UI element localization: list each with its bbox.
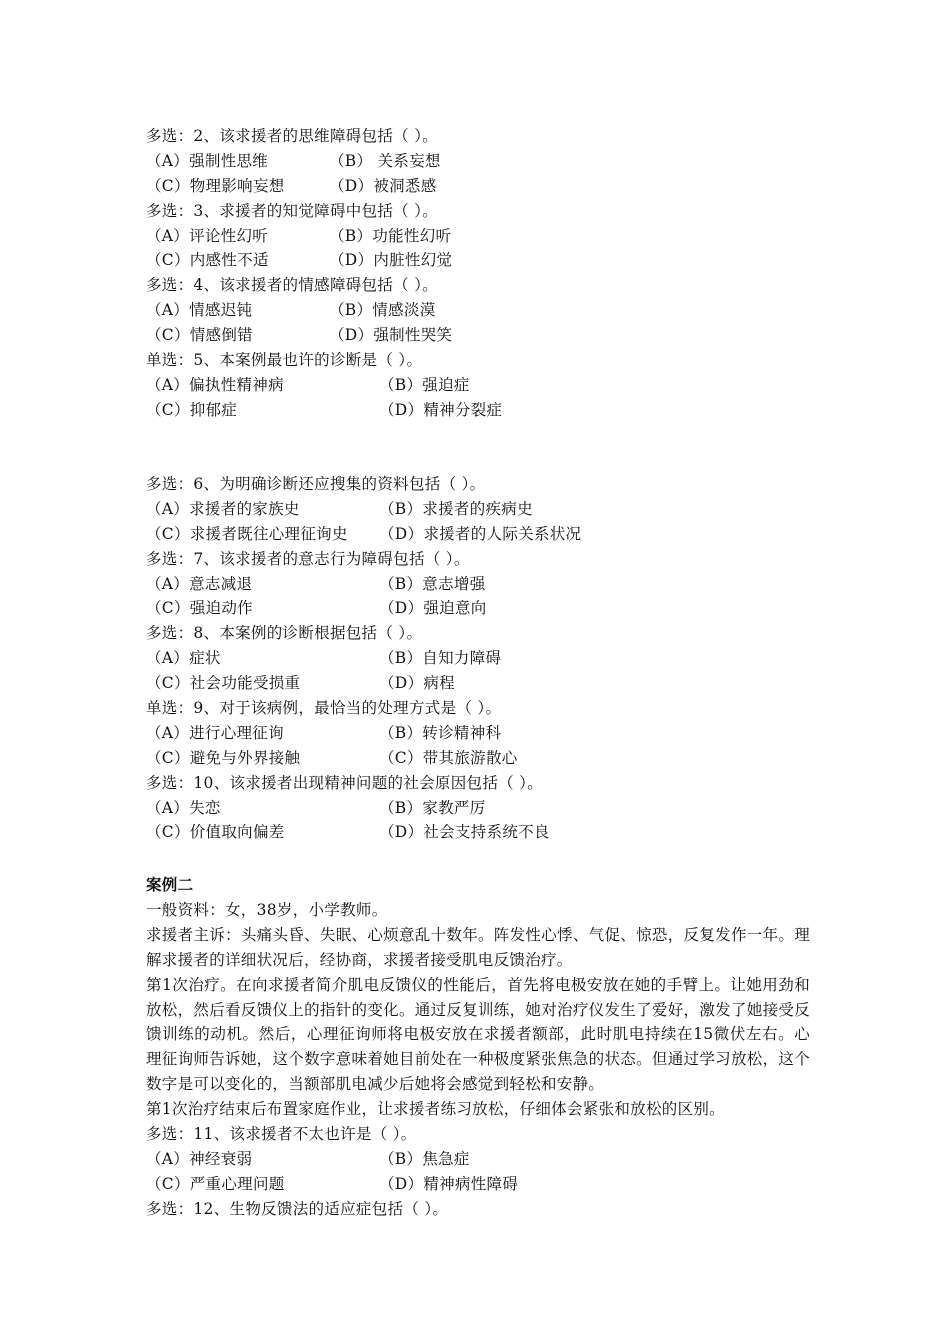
option-d: （D）求援者的人际关系状况 [379, 524, 582, 543]
question-2: 多选：2、该求援者的思维障碍包括（ ）。 [146, 127, 439, 145]
option-a: （A）情感迟钝 [146, 301, 253, 320]
options-row [146, 224, 826, 249]
question-5: 单选：5、本案例最也许的诊断是（ ）。 [146, 351, 423, 370]
option-c: （C）避免与外界接触 [146, 748, 301, 767]
option-c: （C）价值取向偏差 [146, 823, 285, 842]
option-d: （D）内脏性幻觉 [329, 251, 453, 270]
option-b: （B）强迫症 [379, 375, 470, 394]
options-row [146, 572, 826, 597]
option-a: （A）意志减退 [146, 574, 253, 593]
option-b: （B）焦急症 [379, 1149, 470, 1168]
option-a: （A）偏执性精神病 [146, 375, 284, 394]
homework-note: 第1次治疗结束后布置家庭作业，让求援者练习放松，仔细体会紧张和放松的区别。 [146, 1100, 725, 1119]
question-group-1 [146, 124, 826, 423]
option-a: （A）评论性幻听 [146, 226, 269, 245]
option-c: （C）情感倒错 [146, 326, 253, 345]
option-d: （D）被洞悉感 [329, 176, 437, 195]
option-c: （C）内感性不适 [146, 251, 269, 270]
option-b: （B）家教严厉 [379, 798, 486, 817]
option-a: （A）神经衰弱 [146, 1149, 253, 1168]
option-c: （C）严重心理问题 [146, 1174, 285, 1193]
therapy-description: 第1次治疗。在向求援者简介肌电反馈仪的性能后，首先将电极安放在她的手臂上。让她用劲和放松，然后看反馈仪上的指针的变化。通过反复训练，她对治疗仪发生了爱好，激发了她接受反馈训练的动机。然后，心理征询师将电极安放在求援者额部，此时肌电持续在15微伏左右。心理征询师告诉她，这个数字意味着她目前处在一种极度紧张焦急的状态。但通过学习放松，这个数字是可以变化的，当额部肌电减少后她将会感觉到轻松和安静。 [146, 975, 810, 1094]
option-a: （A）进行心理征询 [146, 723, 284, 742]
options-row [146, 1147, 826, 1172]
option-d: （D）社会支持系统不良 [379, 823, 550, 842]
option-b: （B） 关系妄想 [329, 151, 441, 170]
options-row [146, 746, 826, 771]
option-d: （D）精神分裂症 [379, 400, 503, 419]
question-group-2 [146, 472, 826, 845]
options-row [146, 796, 826, 821]
options-row [146, 149, 826, 174]
option-a: （A）强制性思维 [146, 151, 269, 170]
option-d: （D）病程 [379, 674, 455, 693]
option-d: （C）带其旅游散心 [379, 748, 518, 767]
options-row [146, 248, 826, 273]
case-two-section [146, 873, 826, 1222]
question-7: 多选：7、该求援者的意志行为障碍包括（ ）。 [146, 549, 470, 568]
options-row [146, 522, 826, 547]
option-d: （D）强迫意向 [379, 599, 487, 618]
option-a: （A）失恋 [146, 798, 221, 817]
options-row [146, 373, 826, 398]
option-c: （C）求援者既往心理征询史 [146, 524, 348, 543]
option-b: （B）转诊精神科 [379, 723, 502, 742]
options-row [146, 497, 826, 522]
options-row [146, 646, 826, 671]
question-4: 多选：4、该求援者的情感障碍包括（ ）。 [146, 276, 439, 295]
options-row [146, 820, 826, 845]
options-row [146, 596, 826, 621]
options-row [146, 298, 826, 323]
options-row [146, 174, 826, 199]
question-10: 多选：10、该求援者出现精神问题的社会原因包括（ ）。 [146, 773, 544, 792]
chief-complaint: 求援者主诉：头痛头昏、失眠、心烦意乱十数年。阵发性心悸、气促、惊恐，反复发作一年。理解求援者的详细状况后，经协商，求援者接受肌电反馈治疗。 [146, 925, 810, 969]
option-d: （D）强制性哭笑 [329, 326, 453, 345]
options-row [146, 398, 826, 423]
question-11: 多选：11、该求援者不太也许是（ ）。 [146, 1125, 417, 1144]
option-a: （A）求援者的家族史 [146, 499, 300, 518]
question-3: 多选：3、求援者的知觉障碍中包括（ ）。 [146, 201, 439, 220]
options-row [146, 1172, 826, 1197]
options-row [146, 721, 826, 746]
question-6: 多选：6、为明确诊断还应搜集的资料包括（ ）。 [146, 475, 486, 493]
option-c: （C）强迫动作 [146, 599, 253, 618]
question-12: 多选：12、生物反馈法的适应症包括（ ）。 [146, 1199, 449, 1218]
option-b: （B）情感淡漠 [329, 301, 436, 320]
options-row [146, 323, 826, 348]
option-b: （B）意志增强 [379, 574, 486, 593]
question-8: 多选：8、本案例的诊断根据包括（ ）。 [146, 624, 423, 643]
case-heading: 案例二 [146, 875, 194, 894]
option-b: （B）功能性幻听 [329, 226, 452, 245]
option-a: （A）症状 [146, 649, 221, 668]
option-c: （C）抑郁症 [146, 400, 238, 419]
option-b: （B）求援者的疾病史 [379, 499, 533, 518]
option-b: （B）自知力障碍 [379, 649, 502, 668]
option-c: （C）物理影响妄想 [146, 176, 285, 195]
general-info: 一般资料：女，38岁，小学教师。 [146, 900, 388, 919]
question-9: 单选：9、对于该病例，最恰当的处理方式是（ ）。 [146, 699, 502, 718]
option-d: （D）精神病性障碍 [379, 1174, 519, 1193]
option-c: （C）社会功能受损重 [146, 674, 301, 693]
options-row [146, 671, 826, 696]
